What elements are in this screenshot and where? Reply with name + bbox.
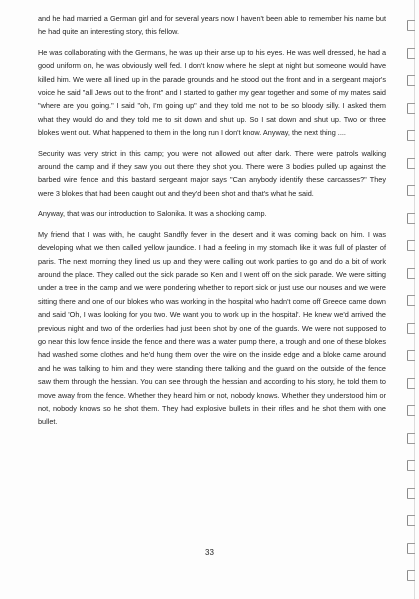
binding-hole-mark bbox=[407, 488, 415, 499]
binding-hole-mark bbox=[407, 378, 415, 389]
paragraph-5: My friend that I was with, he caught Sandfly fever in the desert and it was coming back on him. I was developing what we then called yellow jaundice. I had a feeling in my stomach like it was full of plaster of paris. The next morning they lined us up and they were calling out work parties to go and do a bit of work around the place. They called out the sick parade so Ken and I went off on the sick parade. We were sitting under a tree in the camp and we were pondering whether to report sick or just use our nouses and we were sitting there and one of our blokes who was working in the hospital who hadn't come off Greece came down and said 'Oh, I was looking for you two. We want you to work up in the hospital'. He knew we'd arrived the previous night and two of the orderlies had just been shot by one of the guards. We were not supposed to go near this low fence inside the fence and there was a water pump there, a trough and one of these blokes had washed some clothes and he'd hung them over the wire on the inside edge and a bloke came around and he was talking to him and they were standing there talking and the guard on the outside of the fence saw them through the hessian. You can see through the hessian and according to his story, he told them to move away from the fence. Whether they heard him or not, nobody knows. Whether they understood him or not, nobody knows so he shot them. They had explosive bullets in their rifles and he shot them with one bullet. bbox=[38, 229, 386, 427]
binding-hole-mark bbox=[407, 103, 415, 114]
binding-hole-mark bbox=[407, 48, 415, 59]
page-number: 33 bbox=[205, 548, 214, 557]
binding-hole-mark bbox=[407, 515, 415, 526]
binding-hole-mark bbox=[407, 405, 415, 416]
binding-hole-mark bbox=[407, 323, 415, 334]
binding-hole-mark bbox=[407, 185, 415, 196]
binding-hole-mark bbox=[407, 350, 415, 361]
binding-hole-mark bbox=[407, 130, 415, 141]
binding-strip bbox=[404, 0, 419, 599]
paragraph-4: Anyway, that was our introduction to Salonika. It was a shocking camp. bbox=[38, 209, 267, 219]
binding-hole-mark bbox=[407, 460, 415, 471]
paragraph-3: Security was very strict in this camp; you were not allowed out after dark. There were patrols walking around the camp and if they saw you out there they shot you. There were 3 bodies pulled up against the barbed wire fence and this bastard sergeant major says "Can anybody identify these carcasses?" They were 3 blokes that had been caught out and they'd been shot and that's what he said. bbox=[38, 148, 386, 198]
binding-hole-mark bbox=[407, 570, 415, 581]
binding-hole-mark bbox=[407, 20, 415, 31]
binding-hole-mark bbox=[407, 75, 415, 86]
binding-hole-mark bbox=[407, 268, 415, 279]
binding-hole-mark bbox=[407, 240, 415, 251]
binding-hole-mark bbox=[407, 158, 415, 169]
binding-hole-mark bbox=[407, 295, 415, 306]
paragraph-1: and he had married a German girl and for several years now I haven't been able to remember his name but he had quite an interesting story, this fellow. bbox=[38, 14, 386, 37]
binding-hole-mark bbox=[407, 543, 415, 554]
binding-hole-mark bbox=[407, 433, 415, 444]
binding-hole-mark bbox=[407, 213, 415, 224]
paragraph-2: He was collaborating with the Germans, he was up their arse up to his eyes. He was well dressed, he had a good uniform on, he was obviously well fed. I don't know where he slept at night but someone would have killed him. We were all lined up in the parade grounds and he stood out the front and in a sergeant major's voice he said "all Jews out to the front" and I started to gather my gear together and some of my mates said "where are you going." I said "oh, I'm going up" and they told me not to be so bloody silly. I asked them what they would do and they told me to sit down and shut up. So I sat down and shut up. Two or three blokes went out. What happened to them in the long run I don't know. Anyway, the next thing .... bbox=[38, 47, 386, 138]
body-text bbox=[38, 12, 386, 436]
